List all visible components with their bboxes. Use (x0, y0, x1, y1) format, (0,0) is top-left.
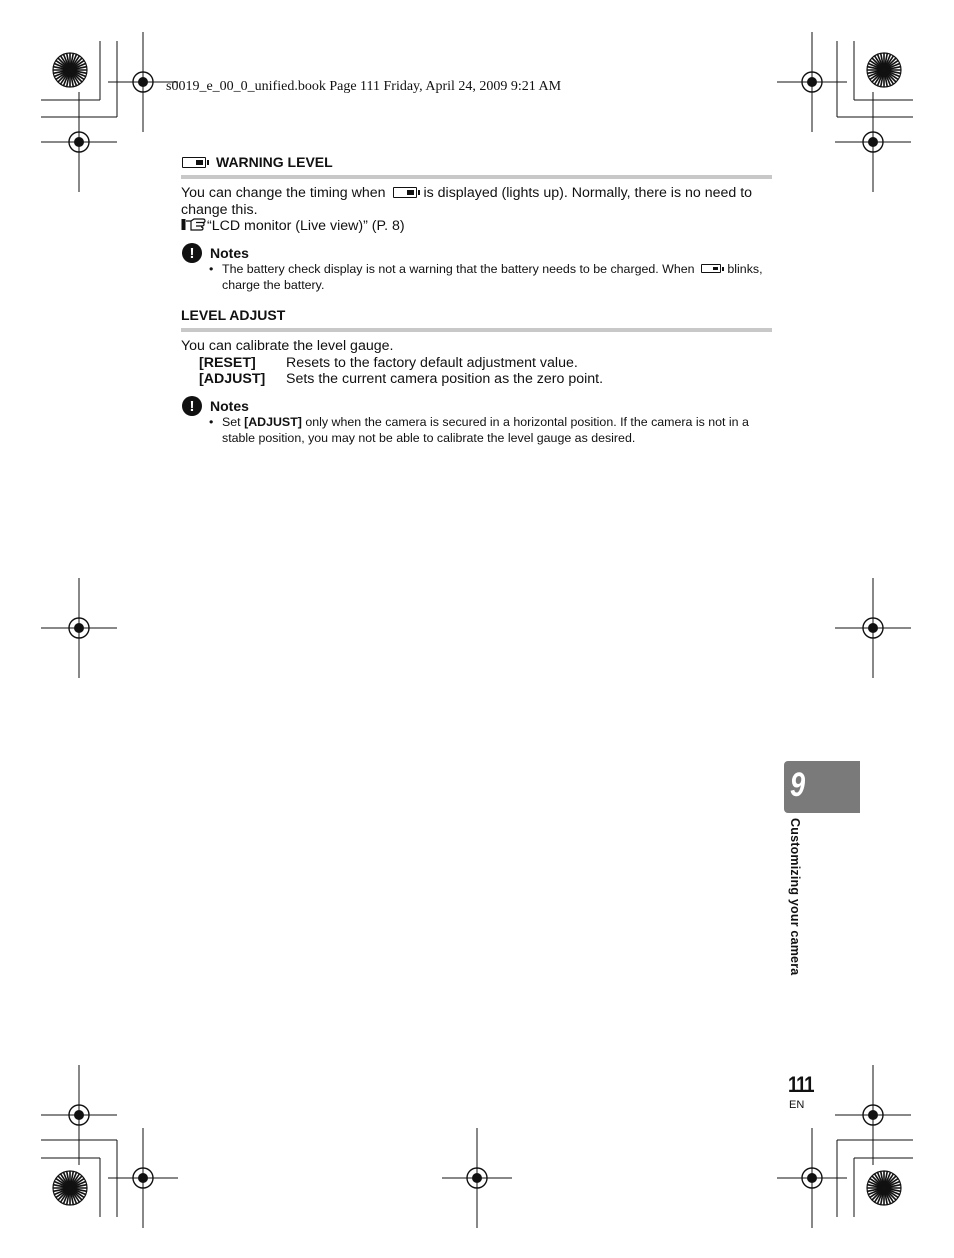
battery-icon (182, 157, 206, 168)
language-code: EN (789, 1099, 805, 1111)
option-description: Resets to the factory default adjustment value. (286, 355, 578, 371)
section-divider (181, 328, 772, 332)
warning-level-heading (181, 154, 333, 170)
exclamation-icon: ! (182, 243, 202, 263)
reference-link[interactable]: “LCD monitor (Live view)” (P. 8) (207, 218, 405, 234)
pointing-hand-icon (181, 218, 207, 231)
level-adjust-intro: You can calibrate the level gauge. (181, 338, 394, 354)
warning-level-title: WARNING LEVEL (216, 154, 333, 170)
warning-level-description: You can change the timing when is displayed (lights up). Normally, there is no need to change this. (181, 185, 753, 218)
level-adjust-title: LEVEL ADJUST (181, 307, 286, 323)
option-term: [RESET] (199, 355, 256, 371)
option-description: Sets the current camera position as the zero point. (286, 371, 604, 387)
section-divider (181, 175, 772, 179)
note-item: • Set [ADJUST] only when the camera is secured in a horizontal position. If the camera is not in a stable position, you may not be able to calibrate the level gauge as desired. (209, 415, 749, 445)
level-adjust-heading (181, 307, 285, 323)
battery-icon (701, 264, 721, 273)
print-header: s0019_e_00_0_unified.book Page 111 Friday, April 24, 2009 9:21 AM (166, 79, 562, 94)
exclamation-icon: ! (182, 396, 202, 416)
option-row-adjust (199, 371, 603, 387)
notes-heading: ! Notes (182, 396, 249, 416)
option-term: [ADJUST] (199, 371, 266, 387)
reference-line (181, 218, 773, 235)
page-number: 111 (788, 1072, 814, 1097)
chapter-label: Customizing your camera (788, 818, 802, 976)
chapter-number: 9 (790, 766, 806, 804)
option-row-reset (199, 355, 578, 371)
note-item: • The battery check display is not a warning that the battery needs to be charged. When blinks, charge the battery. (209, 262, 763, 292)
notes-heading: ! Notes (182, 243, 249, 263)
battery-icon (393, 187, 417, 198)
